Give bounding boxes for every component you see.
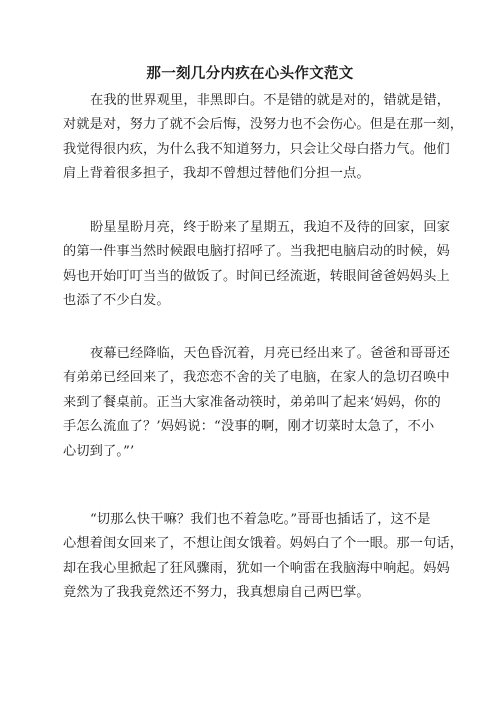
paragraph-line: 来到了餐桌前。正当大家准备动筷时，弟弟叫了起来‘妈妈，你的 (63, 394, 441, 410)
paragraph-line: 在我的世界观里，非黑即白。不是错的就是对的，错就是错， (90, 93, 451, 108)
paragraph-line: 有弟弟已经回来了，我恋恋不舍的关了电脑，在家人的急切召唤中 (63, 370, 450, 386)
paragraph-line: 妈也开始叮叮当当的做饭了。时间已经流逝，转眼间爸爸妈妈头上 (63, 268, 450, 284)
paragraph-line: 盼星星盼月亮，终于盼来了星期五，我迫不及待的回家，回家 (90, 220, 451, 235)
paragraph-3 (63, 342, 451, 464)
paragraph-line: 对就是对，努力了就不会后悔，没努力也不会伤心。但是在那一刻， (63, 117, 464, 133)
paragraph-line: 心切到了。”’ (63, 443, 135, 459)
paragraph-line: 却在我心里掀起了狂风骤雨，犹如一个响雷在我脑海中响起。妈妈 (63, 560, 450, 576)
paragraph-line: 肩上背着很多担子，我却不曾想过替他们分担一点。 (63, 166, 370, 182)
document-title: 那一刻几分内疚在心头作文范文 (146, 65, 354, 82)
paragraph-line: 我觉得很内疚，为什么我不知道努力，只会让父母白搭力气。他们 (63, 141, 450, 157)
paragraph-line: 的第一件事当然时候跟电脑打招呼了。当我把电脑启动的时候，妈 (63, 244, 450, 260)
paragraph-2 (63, 216, 451, 314)
paragraph-line: 心想着闺女回来了，不想让闺女饿着。妈妈白了个一眼。那一句话， (63, 536, 464, 552)
paragraph-1 (63, 89, 464, 187)
paragraph-line: 也添了不少白发。 (63, 293, 170, 309)
paragraph-4 (63, 508, 464, 606)
paragraph-line: 竟然为了我我竟然还不努力，我真想扇自己两巴掌。 (63, 585, 370, 601)
paragraph-line: “切那么快干嘛？我们也不着急吃。”哥哥也插话了，这不是 (90, 512, 431, 527)
paragraph-line: 夜幕已经降临，天色昏沉着，月亮已经出来了。爸爸和哥哥还 (90, 346, 451, 361)
paragraph-line: 手怎么流血了？’妈妈说：“没事的啊，刚才切菜时太急了，不小 (63, 419, 435, 435)
